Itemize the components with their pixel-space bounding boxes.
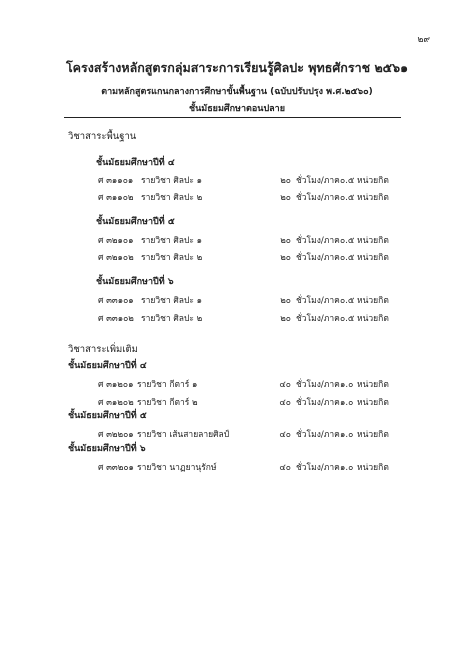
course-code: ศ ๓๑๑๐๒ [98,193,134,203]
course-credits: ๑.๐ [340,463,354,473]
document-title: โครงสร้างหลักสูตรกลุ่มสาระการเรียนรู้ศิลปะ พุทธศักราช ๒๕๖๑ [65,60,409,75]
course-name: รายวิชา เส้นสายลายศิลป์ [137,430,230,440]
basic-grade-4-heading: ชั้นมัธยมศึกษาปีที่ ๔ [96,158,175,168]
course-credit-label: หน่วยกิต [357,398,389,408]
course-hours-unit: ชั่วโมง/ภาค [296,176,340,186]
course-name: รายวิชา กีตาร์ ๑ [137,380,198,390]
course-hours-unit: ชั่วโมง/ภาค [296,430,340,440]
additional-grade-6-heading: ชั้นมัธยมศึกษาปีที่ ๖ [68,444,146,454]
course-row [0,427,474,441]
course-credit-label: หน่วยกิต [357,236,389,246]
course-name: รายวิชา ศิลปะ ๒ [141,314,203,324]
course-row [0,395,474,409]
course-code: ศ ๓๑๒๐๑ [98,380,134,390]
course-hours: ๔๐ [279,430,291,440]
course-hours: ๒๐ [280,314,291,324]
course-credits: ๐.๕ [340,296,355,306]
course-hours: ๒๐ [280,253,291,263]
basic-grade-5-heading: ชั้นมัธยมศึกษาปีที่ ๕ [96,217,175,227]
course-name: รายวิชา ศิลปะ ๒ [141,253,203,263]
course-hours-unit: ชั่วโมง/ภาค [296,314,340,324]
course-hours: ๔๐ [279,380,291,390]
course-code: ศ ๓๓๑๐๑ [98,296,134,306]
course-hours-unit: ชั่วโมง/ภาค [296,296,340,306]
course-credits: ๐.๕ [340,253,355,263]
additional-grade-5-heading: ชั้นมัธยมศึกษาปีที่ ๕ [68,411,147,421]
course-credits: ๐.๕ [340,193,355,203]
education-level: ชั้นมัธยมศึกษาตอนปลาย [189,104,285,114]
course-code: ศ ๓๒๑๐๒ [98,253,134,263]
course-row [0,250,474,264]
course-hours: ๒๐ [280,193,291,203]
course-hours-unit: ชั่วโมง/ภาค [296,398,340,408]
course-name: รายวิชา กีตาร์ ๒ [137,398,198,408]
course-row [0,173,474,187]
course-credits: ๐.๕ [340,176,355,186]
course-credits: ๑.๐ [340,398,354,408]
course-credits: ๑.๐ [340,380,354,390]
course-credit-label: หน่วยกิต [357,193,389,203]
additional-grade-4-heading: ชั้นมัธยมศึกษาปีที่ ๔ [68,361,147,371]
course-hours-unit: ชั่วโมง/ภาค [296,253,340,263]
page-number: ๒๙ [417,35,430,45]
course-name: รายวิชา ศิลปะ ๑ [141,296,202,306]
course-hours-unit: ชั่วโมง/ภาค [296,463,340,473]
course-code: ศ ๓๒๒๐๑ [98,430,134,440]
course-hours-unit: ชั่วโมง/ภาค [296,193,340,203]
course-credit-label: หน่วยกิต [357,296,389,306]
course-row [0,311,474,325]
course-hours: ๔๐ [279,398,291,408]
course-row [0,377,474,391]
basic-grade-6-heading: ชั้นมัธยมศึกษาปีที่ ๖ [96,277,174,287]
course-hours: ๒๐ [280,236,291,246]
course-credit-label: หน่วยกิต [357,430,389,440]
course-code: ศ ๓๑๒๐๒ [98,398,134,408]
course-name: รายวิชา ศิลปะ ๑ [141,236,202,246]
course-hours-unit: ชั่วโมง/ภาค [296,236,340,246]
course-hours: ๒๐ [280,296,291,306]
additional-section-heading: วิชาสาระเพิ่มเติม [68,344,138,355]
course-credits: ๐.๕ [340,314,355,324]
course-hours-unit: ชั่วโมง/ภาค [296,380,340,390]
course-row [0,293,474,307]
course-name: รายวิชา ศิลปะ ๒ [141,193,203,203]
course-code: ศ ๓๒๑๐๑ [98,236,134,246]
course-code: ศ ๓๓๒๐๑ [98,463,134,473]
course-credit-label: หน่วยกิต [357,176,389,186]
document-subtitle: ตามหลักสูตรแกนกลางการศึกษาขั้นพื้นฐาน (ฉบับปรับปรุง พ.ศ.๒๕๖๐) [101,87,373,97]
course-hours: ๒๐ [280,176,291,186]
course-credit-label: หน่วยกิต [357,463,389,473]
course-credit-label: หน่วยกิต [357,380,389,390]
basic-section-heading: วิชาสาระพื้นฐาน [68,131,137,142]
course-credits: ๐.๕ [340,236,355,246]
header-divider [64,117,401,118]
course-code: ศ ๓๑๑๐๑ [98,176,134,186]
course-credit-label: หน่วยกิต [357,253,389,263]
course-credits: ๑.๐ [340,430,354,440]
course-name: รายวิชา ศิลปะ ๑ [141,176,202,186]
course-code: ศ ๓๓๑๐๒ [98,314,134,324]
course-row [0,233,474,247]
course-name: รายวิชา นาฏยานุรักษ์ [137,463,217,473]
course-credit-label: หน่วยกิต [357,314,389,324]
course-row [0,190,474,204]
course-hours: ๔๐ [279,463,291,473]
course-row [0,460,474,474]
